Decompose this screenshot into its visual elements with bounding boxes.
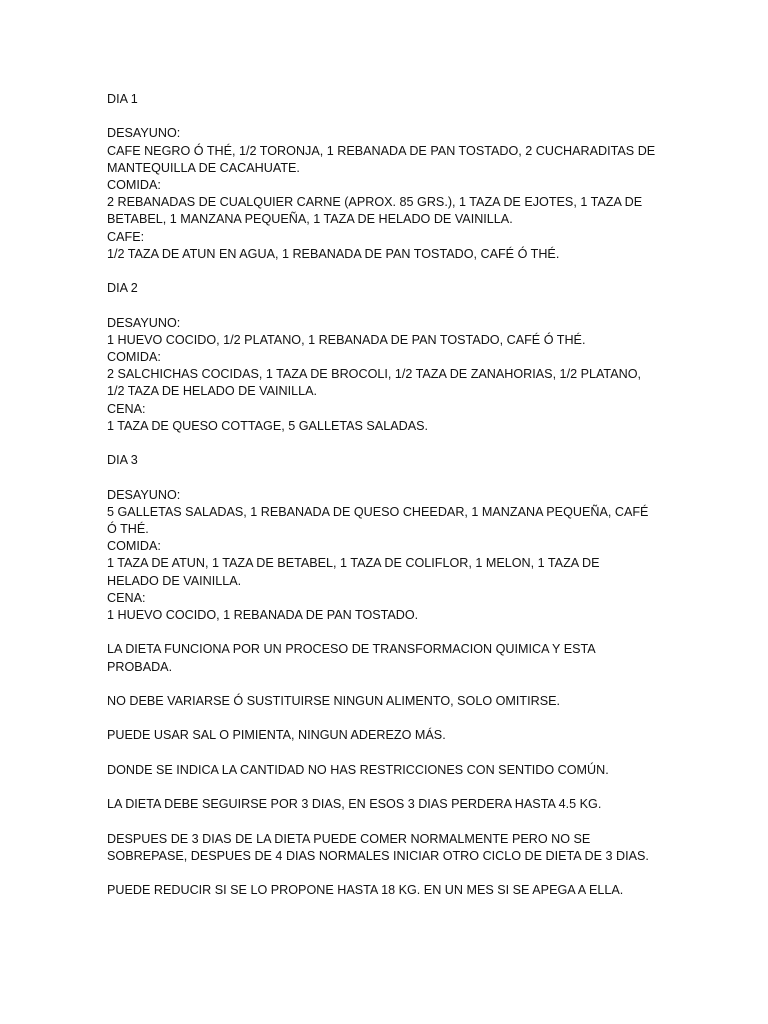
spacer <box>107 469 667 486</box>
meal-text: 5 GALLETAS SALADAS, 1 REBANADA DE QUESO CHEEDAR, 1 MANZANA PEQUEÑA, CAFÉ <box>107 504 649 519</box>
day-block-1 <box>107 91 667 263</box>
spacer <box>107 435 667 452</box>
meal-label: DESAYUNO: <box>107 487 181 502</box>
meal-text: CAFE NEGRO Ó THÉ, 1/2 TORONJA, 1 REBANADA DE PAN TOSTADO, 2 CUCHARADITAS DE <box>107 143 656 158</box>
spacer <box>107 865 667 882</box>
note-paragraph <box>107 762 667 779</box>
day-block-2 <box>107 280 667 435</box>
spacer <box>107 676 667 693</box>
day-heading: DIA 2 <box>107 281 138 296</box>
meal-label: DESAYUNO: <box>107 126 181 141</box>
note-line: DONDE SE INDICA LA CANTIDAD NO HAS RESTRICCIONES CON SENTIDO COMÚN. <box>107 762 609 777</box>
day-heading: DIA 1 <box>107 92 138 106</box>
meal-label: CAFE: <box>107 229 145 244</box>
meal-text: 1/2 TAZA DE ATUN EN AGUA, 1 REBANADA DE PAN TOSTADO, CAFÉ Ó THÉ. <box>107 246 560 261</box>
document-page <box>107 91 667 899</box>
meal-text: 2 REBANADAS DE CUALQUIER CARNE (APROX. 85 GRS.), 1 TAZA DE EJOTES, 1 TAZA DE <box>107 195 643 210</box>
note-line: NO DEBE VARIARSE Ó SUSTITUIRSE NINGUN ALIMENTO, SOLO OMITIRSE. <box>107 694 560 708</box>
meal-label: DESAYUNO: <box>107 315 181 330</box>
day-block-3 <box>107 452 667 624</box>
meal-label: COMIDA: <box>107 178 161 192</box>
day-heading: DIA 3 <box>107 453 138 468</box>
spacer <box>107 710 667 727</box>
spacer <box>107 813 667 830</box>
spacer <box>107 745 667 762</box>
meal-text: MANTEQUILLA DE CACAHUATE. <box>107 160 300 175</box>
meal-label: COMIDA: <box>107 350 161 364</box>
spacer <box>107 624 667 641</box>
note-paragraph <box>107 796 667 813</box>
note-line: DESPUES DE 3 DIAS DE LA DIETA PUEDE COMER NORMALMENTE PERO NO SE <box>107 831 591 846</box>
meal-text: Ó THÉ. <box>107 522 149 536</box>
meal-text: HELADO DE VAINILLA. <box>107 573 242 588</box>
note-line: PUEDE USAR SAL O PIMIENTA, NINGUN ADEREZO MÁS. <box>107 728 446 743</box>
note-line: SOBREPASE, DESPUES DE 4 DIAS NORMALES INICIAR OTRO CICLO DE DIETA DE 3 DIAS. <box>107 848 649 863</box>
note-line: PUEDE REDUCIR SI SE LO PROPONE HASTA 18 KG. EN UN MES SI SE APEGA A ELLA. <box>107 883 624 898</box>
meal-label: CENA: <box>107 590 146 605</box>
note-paragraph <box>107 727 667 744</box>
spacer <box>107 779 667 796</box>
meal-text: 1/2 TAZA DE HELADO DE VAINILLA. <box>107 384 317 399</box>
meal-text: 1 HUEVO COCIDO, 1 REBANADA DE PAN TOSTADO. <box>107 608 419 623</box>
spacer <box>107 108 667 125</box>
spacer <box>107 263 667 280</box>
note-line: LA DIETA FUNCIONA POR UN PROCESO DE TRANSFORMACION QUIMICA Y ESTA <box>107 642 596 657</box>
note-paragraph <box>107 831 667 865</box>
note-line: LA DIETA DEBE SEGUIRSE POR 3 DIAS, EN ESOS 3 DIAS PERDERA HASTA 4.5 KG. <box>107 797 602 812</box>
meal-text: 1 TAZA DE QUESO COTTAGE, 5 GALLETAS SALADAS. <box>107 418 429 433</box>
spacer <box>107 297 667 314</box>
note-paragraph <box>107 693 667 710</box>
meal-text: BETABEL, 1 MANZANA PEQUEÑA, 1 TAZA DE HELADO DE VAINILLA. <box>107 212 513 227</box>
note-line: PROBADA. <box>107 659 173 674</box>
meal-text: 1 TAZA DE ATUN, 1 TAZA DE BETABEL, 1 TAZA DE COLIFLOR, 1 MELON, 1 TAZA DE <box>107 556 600 571</box>
meal-text: 1 HUEVO COCIDO, 1/2 PLATANO, 1 REBANADA DE PAN TOSTADO, CAFÉ Ó THÉ. <box>107 332 586 347</box>
meal-label: COMIDA: <box>107 539 161 554</box>
note-paragraph <box>107 882 667 899</box>
meal-text: 2 SALCHICHAS COCIDAS, 1 TAZA DE BROCOLI, 1/2 TAZA DE ZANAHORIAS, 1/2 PLATANO, <box>107 367 641 382</box>
meal-label: CENA: <box>107 401 146 416</box>
note-paragraph <box>107 641 667 675</box>
